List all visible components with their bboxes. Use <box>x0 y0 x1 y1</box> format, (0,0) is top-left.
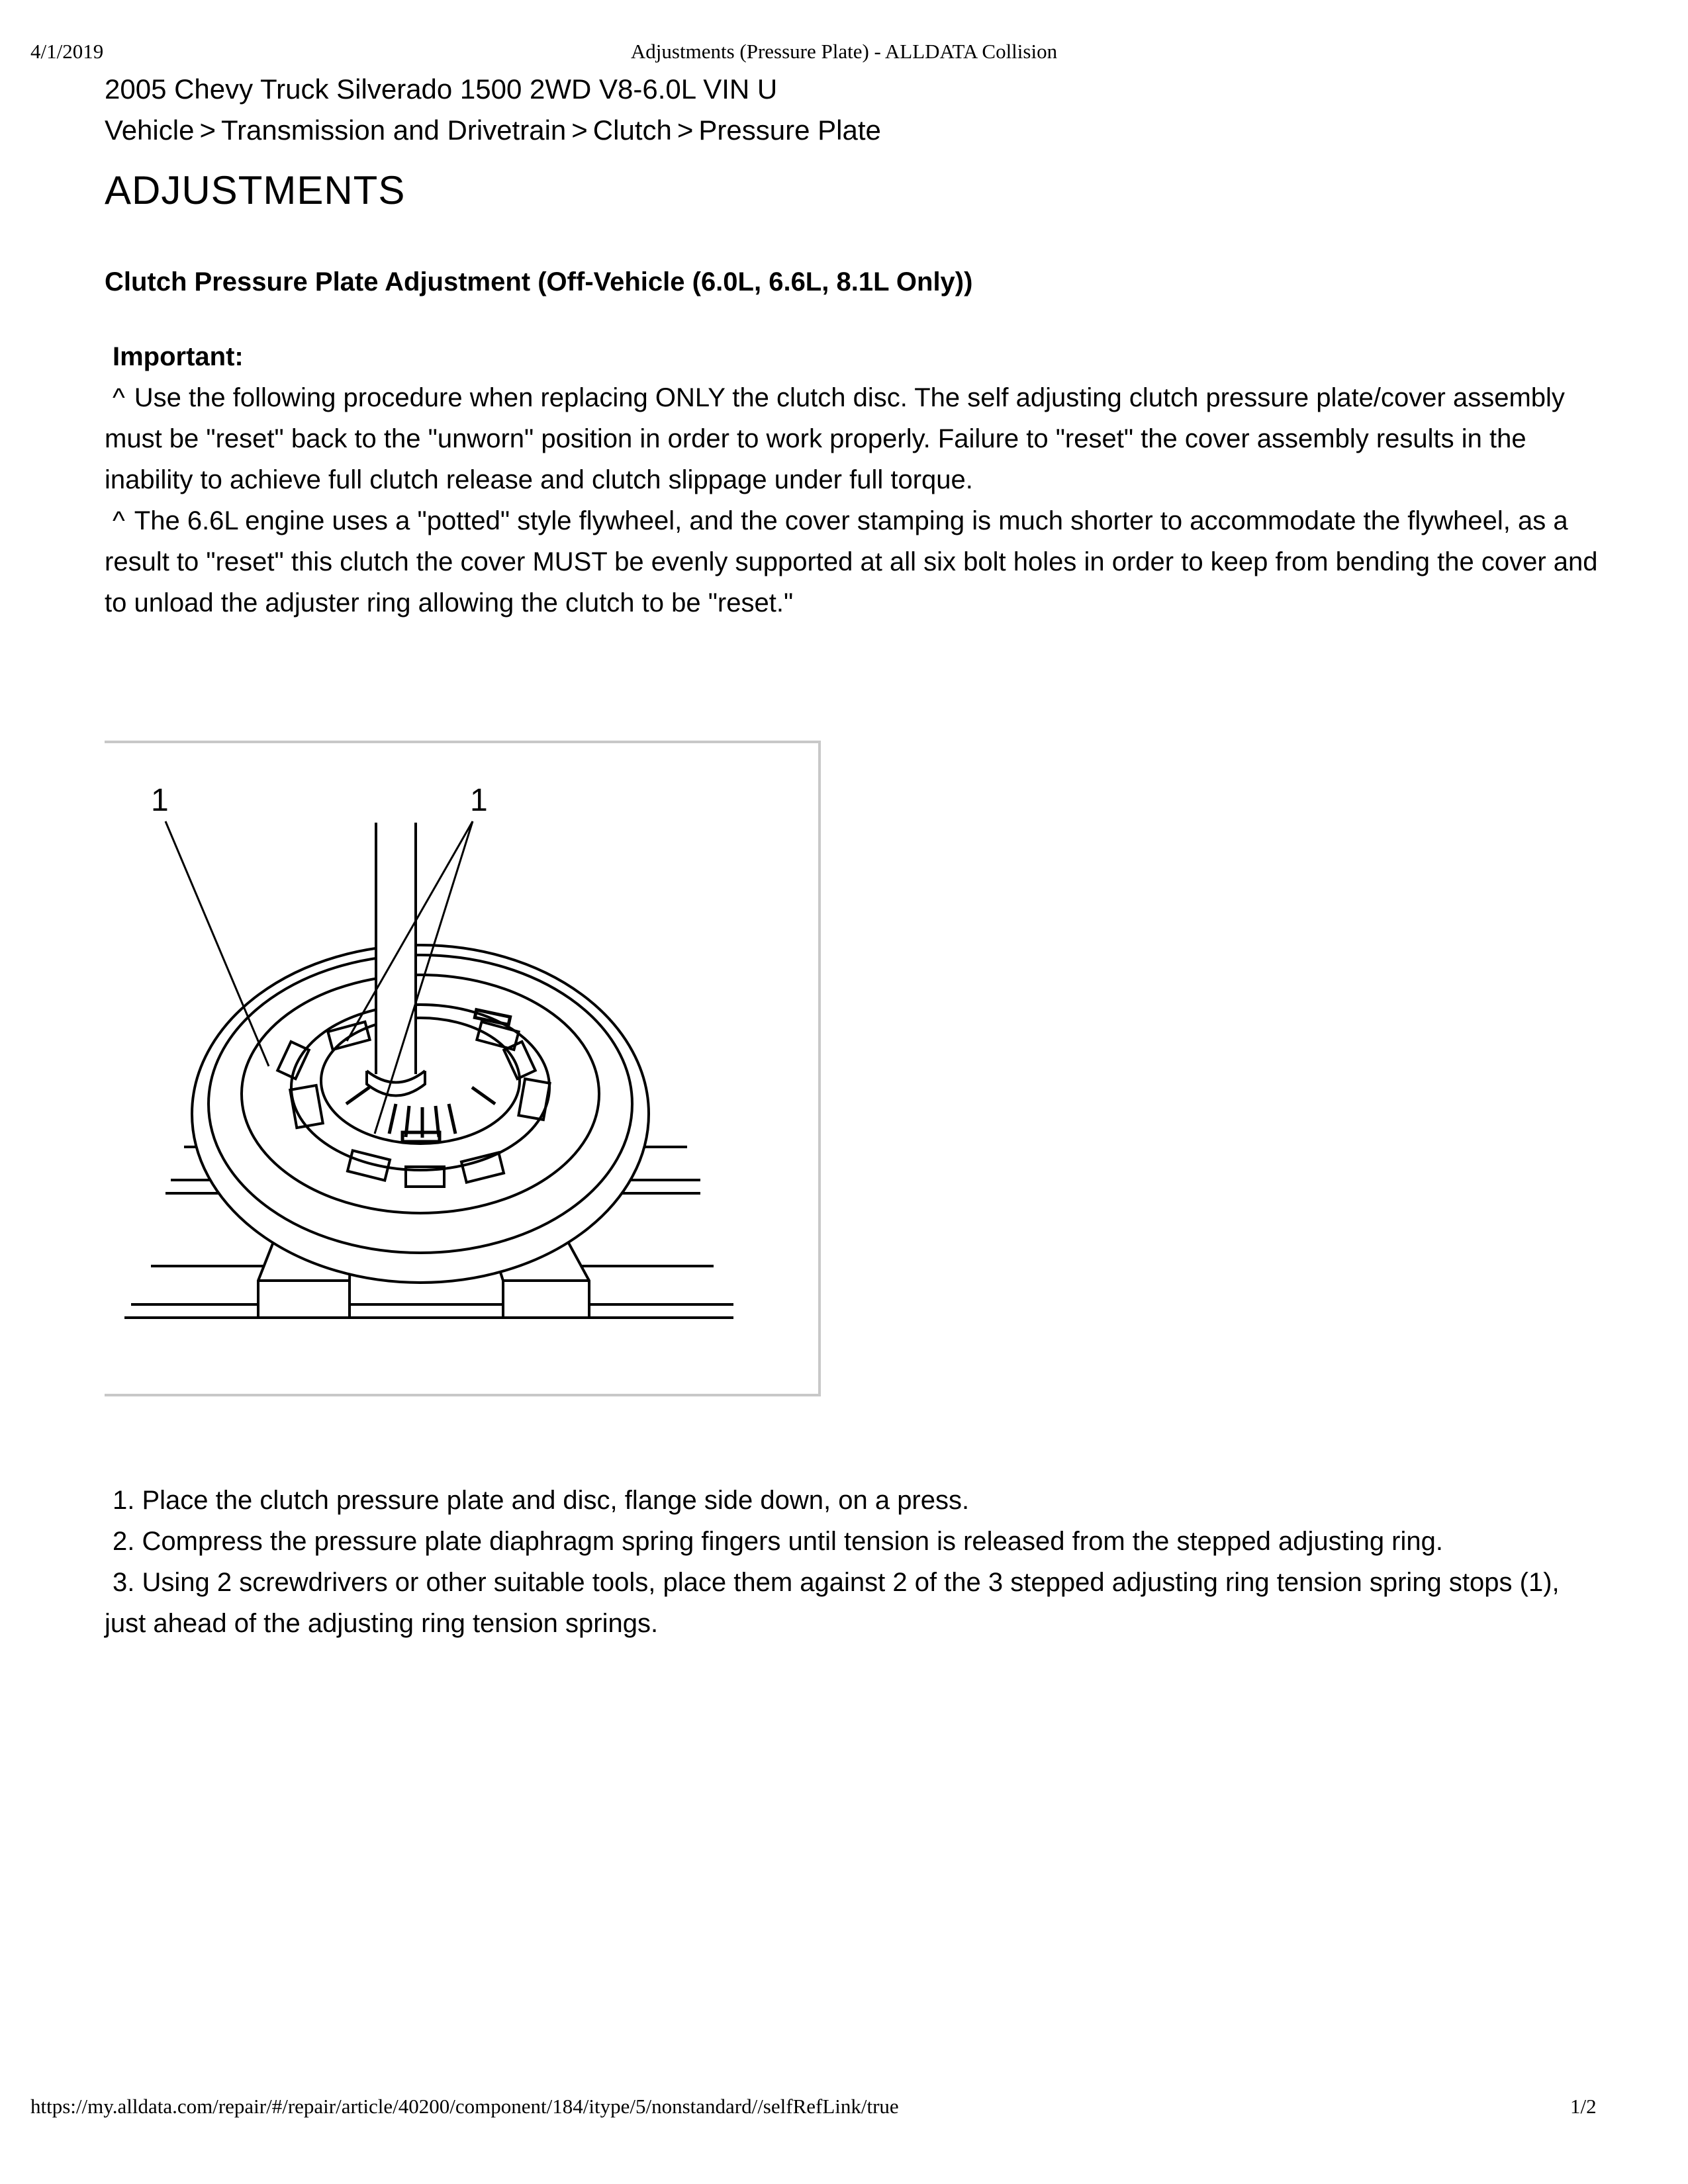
breadcrumb-separator: > <box>199 114 216 146</box>
callout-leader-line <box>165 821 269 1066</box>
callout-label: 1 <box>151 783 169 818</box>
breadcrumb-separator: > <box>571 114 588 146</box>
page-title: ADJUSTMENTS <box>105 168 406 212</box>
step-number: 2. <box>113 1527 135 1556</box>
vehicle-name: 2005 Chevy Truck Silverado 1500 2WD V8-6.0L VIN U <box>105 73 778 105</box>
important-note-text: Use the following procedure when replacing ONLY the clutch disc. The self adjusting clutch pressure plate/cover assembly must be "reset" back to the "unworn" position in order to work properly. Failure to "reset" the cover assembly results in the inability to achieve full clutch release and clutch slippage under full torque. <box>105 383 1565 494</box>
caret-bullet-icon: ^ <box>113 383 125 412</box>
breadcrumb-item-clutch[interactable]: Clutch <box>592 114 672 146</box>
breadcrumb-separator: > <box>677 114 694 146</box>
step-item <box>105 1521 1601 1562</box>
step-item <box>105 1480 1601 1521</box>
clutch-illustration <box>105 741 821 1396</box>
step-number: 1. <box>113 1486 135 1515</box>
caret-bullet-icon: ^ <box>113 506 125 535</box>
breadcrumb <box>105 110 1601 151</box>
page-number: 1/2 <box>1570 2095 1597 2118</box>
article <box>105 69 1601 623</box>
step-text: Place the clutch pressure plate and disc, flange side down, on a press. <box>142 1486 970 1515</box>
clutch-pressure-plate-drawing <box>105 743 821 1399</box>
print-url: https://my.alldata.com/repair/#/repair/article/40200/component/184/itype/5/nonstandard//selfRefLink/true <box>30 2095 899 2118</box>
important-note <box>105 500 1601 623</box>
callout-label: 1 <box>470 783 488 818</box>
print-date: 4/1/2019 <box>30 40 104 63</box>
step-text: Compress the pressure plate diaphragm spring fingers until tension is released from the stepped adjusting ring. <box>142 1527 1443 1556</box>
procedure-steps <box>105 1480 1601 1644</box>
important-note <box>105 377 1601 500</box>
important-note-text: The 6.6L engine uses a "potted" style flywheel, and the cover stamping is much shorter to accommodate the flywheel, as a result to "reset" this clutch the cover MUST be evenly supported at all six bolt holes in order to keep from bending the cover and to unload the adjuster ring allowing the clutch to be "reset." <box>105 506 1598 617</box>
step-item <box>105 1562 1601 1644</box>
pressure-plate-cover <box>192 945 649 1283</box>
step-number: 3. <box>113 1568 135 1597</box>
breadcrumb-item-transmission[interactable]: Transmission and Drivetrain <box>220 114 567 146</box>
print-title: Adjustments (Pressure Plate) - ALLDATA Collision <box>630 40 1058 63</box>
section-title: Clutch Pressure Plate Adjustment (Off-Vehicle (6.0L, 6.6L, 8.1L Only)) <box>105 267 973 296</box>
breadcrumb-item-vehicle[interactable]: Vehicle <box>105 114 195 146</box>
breadcrumb-item-pressure-plate[interactable]: Pressure Plate <box>698 114 881 146</box>
step-text: Using 2 screwdrivers or other suitable tools, place them against 2 of the 3 stepped adjusting ring tension spring stops (1), just ahead of the adjusting ring tension springs. <box>105 1568 1560 1638</box>
important-label: Important: <box>113 342 244 371</box>
